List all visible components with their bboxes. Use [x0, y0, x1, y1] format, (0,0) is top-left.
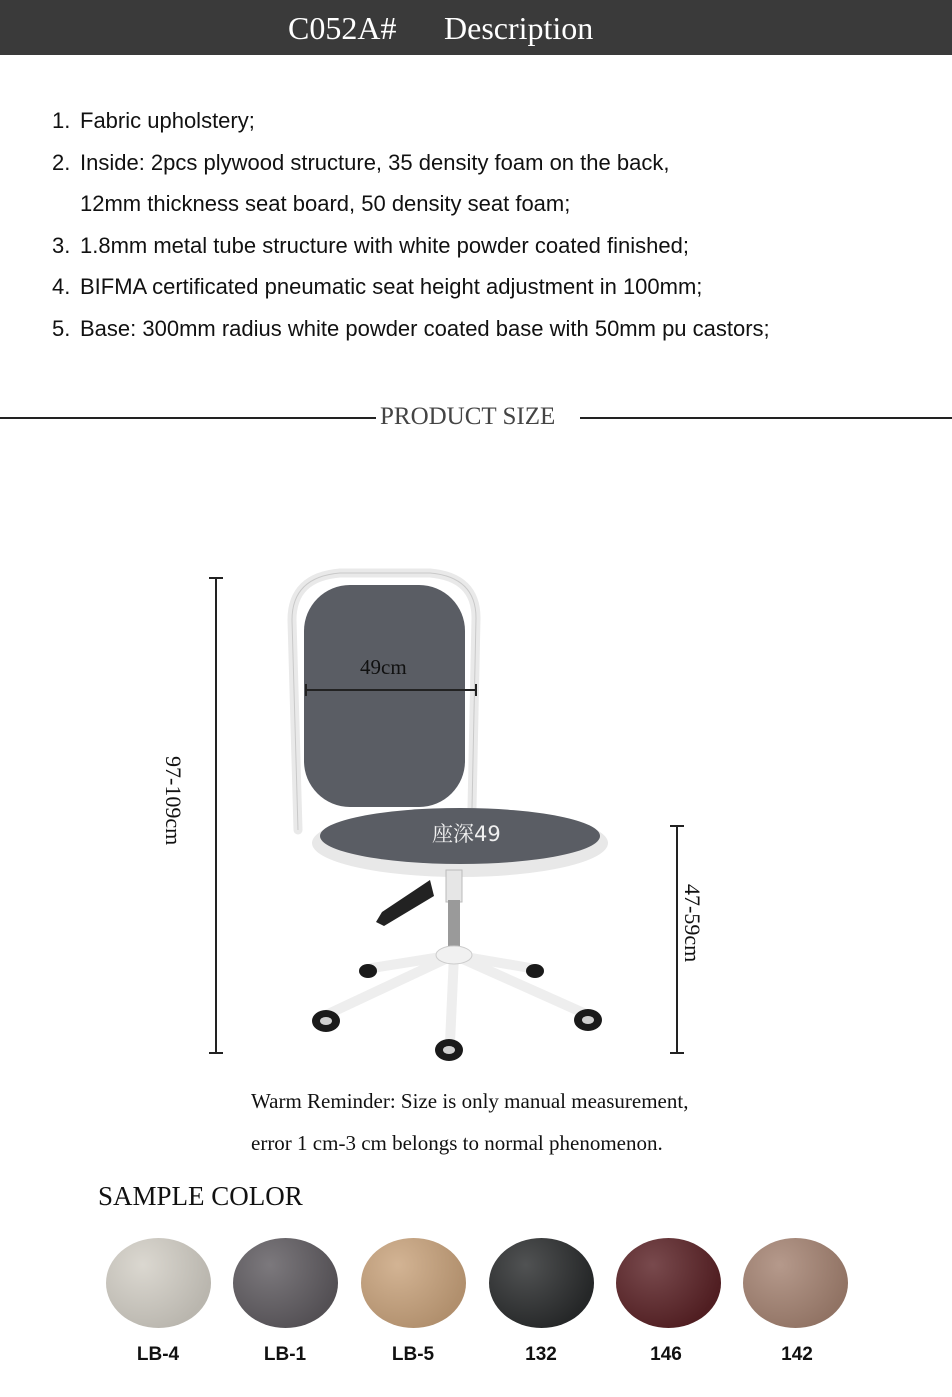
- feature-text: BIFMA certificated pneumatic seat height adjustment in 100mm;: [80, 274, 703, 300]
- swatch-132: [489, 1238, 594, 1328]
- feature-text: 12mm thickness seat board, 50 density seat foam;: [80, 191, 571, 217]
- feature-number: 2.: [52, 149, 71, 175]
- total-height-label: 97-109cm: [161, 756, 186, 846]
- swatch-lb-4: [106, 1238, 211, 1328]
- sample-color-title: SAMPLE COLOR: [98, 1181, 303, 1211]
- product-size-title: PRODUCT SIZE: [380, 403, 556, 430]
- feature-number: 4.: [52, 274, 71, 300]
- swatch-146: [616, 1238, 721, 1328]
- backrest-pad: [304, 585, 465, 807]
- gas-lift-cylinder: [448, 900, 460, 952]
- swatch-label: LB-5: [391, 1344, 435, 1365]
- gas-lift-cover: [446, 870, 462, 902]
- swatch-label: LB-1: [263, 1344, 307, 1365]
- seat-depth-label: 座深49: [432, 822, 501, 846]
- header-title: Description: [444, 10, 594, 46]
- swatch-label: 142: [781, 1344, 813, 1365]
- feature-text: Inside: 2pcs plywood structure, 35 density foam on the back,: [80, 149, 670, 175]
- height-lever: [376, 880, 434, 926]
- warm-reminder: [251, 1080, 688, 1164]
- swatch-label: 132: [525, 1344, 557, 1365]
- seat-height-label: 47-59cm: [680, 884, 705, 963]
- feature-text: 1.8mm metal tube structure with white powder coated finished;: [80, 232, 689, 258]
- swatch-label: 146: [650, 1344, 682, 1365]
- feature-number: 5.: [52, 315, 71, 341]
- feature-text: Fabric upholstery;: [80, 108, 255, 133]
- feature-number: 3.: [52, 232, 71, 258]
- reminder-line-1: Warm Reminder: Size is only manual measurement,: [251, 1089, 689, 1113]
- reminder-line-2: error 1 cm-3 cm belongs to normal phenomenon.: [251, 1131, 663, 1155]
- model-code: C052A#: [288, 10, 397, 46]
- back-width-label: 49cm: [360, 655, 407, 679]
- swatch-lb-1: [233, 1238, 338, 1328]
- feature-number: 1.: [52, 108, 71, 133]
- swatch-label: LB-4: [136, 1344, 180, 1365]
- swatch-142: [743, 1238, 848, 1328]
- swatch-lb-5: [361, 1238, 466, 1328]
- feature-text: Base: 300mm radius white powder coated base with 50mm pu castors;: [80, 315, 770, 341]
